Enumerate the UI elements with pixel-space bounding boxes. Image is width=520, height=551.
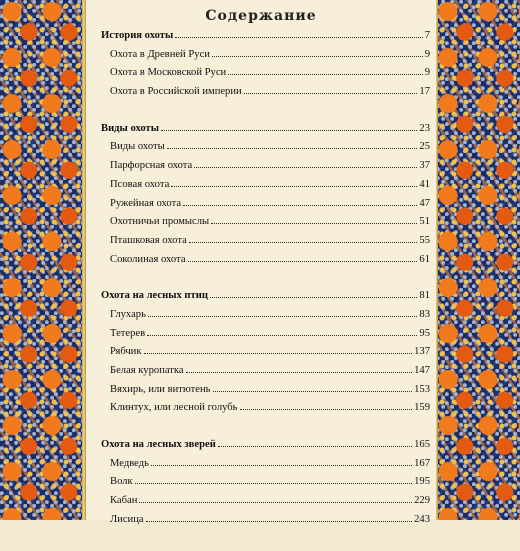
ornamental-border-right — [436, 0, 520, 520]
dot-leader — [211, 223, 417, 224]
entry-title: Волк — [110, 476, 133, 488]
table-of-contents — [101, 30, 430, 551]
entry-title: Охотничьи промыслы — [110, 216, 210, 228]
dot-leader — [244, 93, 418, 94]
toc-entry[interactable] — [101, 402, 430, 421]
toc-entry[interactable] — [101, 514, 430, 533]
toc-entry[interactable] — [101, 67, 430, 86]
page-number: 159 — [414, 402, 430, 414]
toc-entry[interactable] — [101, 365, 430, 384]
ornamental-border-left — [0, 0, 86, 520]
dot-leader — [240, 409, 413, 410]
dot-leader — [148, 316, 418, 317]
entry-title: Охота в Российской империи — [110, 86, 242, 98]
toc-entry[interactable] — [101, 458, 430, 477]
entry-title: Вяхирь, или витютень — [110, 383, 211, 395]
entry-title: Охота на лесных зверей — [101, 439, 216, 451]
page-number: 167 — [414, 457, 430, 469]
toc-entry[interactable] — [101, 495, 430, 514]
section-heading-entry[interactable] — [101, 123, 430, 142]
entry-title: Медведь — [110, 457, 149, 469]
section-heading-entry[interactable] — [101, 439, 430, 458]
entry-title: Охота на лесных птиц — [101, 290, 208, 302]
page-number: 25 — [419, 141, 430, 153]
toc-entry[interactable] — [101, 384, 430, 403]
dot-leader — [161, 130, 417, 131]
toc-section — [101, 30, 430, 105]
toc-entry[interactable] — [101, 49, 430, 68]
page-number: 23 — [419, 122, 430, 134]
entry-title: Рябчик — [110, 346, 142, 358]
toc-entry[interactable] — [101, 235, 430, 254]
page-number: 137 — [414, 346, 430, 358]
toc-section — [101, 123, 430, 273]
dot-leader — [135, 483, 412, 484]
dot-leader — [144, 353, 413, 354]
page-number: 165 — [414, 439, 430, 451]
entry-title: Пташковая охота — [110, 234, 187, 246]
page-number: 7 — [424, 30, 430, 41]
dot-leader — [189, 242, 418, 243]
dot-leader — [151, 465, 412, 466]
entry-title: Ружейная охота — [110, 197, 182, 209]
page-number: 81 — [419, 290, 430, 302]
toc-entry[interactable] — [101, 254, 430, 273]
page-number: 41 — [419, 178, 430, 190]
toc-entry[interactable] — [101, 216, 430, 235]
page-number: 9 — [424, 48, 430, 60]
page-number: 83 — [419, 308, 430, 320]
toc-entry[interactable] — [101, 476, 430, 495]
toc-entry[interactable] — [101, 346, 430, 365]
toc-entry[interactable] — [101, 160, 430, 179]
entry-title: Лисица — [110, 513, 144, 525]
entry-title: Виды охоты — [110, 141, 165, 153]
entry-title: Тетерев — [110, 327, 146, 339]
entry-title: Белая куропатка — [110, 365, 184, 376]
page-number: 195 — [414, 476, 430, 488]
entry-title: Клинтух, или лесной голубь — [110, 402, 238, 414]
toc-entry[interactable] — [101, 86, 430, 105]
page-number: 243 — [414, 513, 430, 525]
dot-leader — [212, 56, 423, 57]
page-number: 17 — [419, 86, 430, 98]
page-number: 61 — [419, 253, 430, 265]
toc-entry[interactable] — [101, 141, 430, 160]
page-number: 55 — [419, 234, 430, 246]
entry-title: Соколиная охота — [110, 253, 186, 265]
dot-leader — [194, 167, 417, 168]
dot-leader — [175, 37, 422, 38]
page-number: 37 — [419, 160, 430, 172]
entry-title: Виды охоты — [101, 122, 160, 134]
toc-entry[interactable] — [101, 328, 430, 347]
entry-title: Глухарь — [110, 308, 146, 320]
toc-section — [101, 290, 430, 421]
section-heading-entry[interactable] — [101, 290, 430, 309]
contents-page — [86, 0, 436, 525]
entry-title: История охоты — [101, 30, 174, 41]
entry-title: Охота в Московской Руси — [110, 67, 227, 79]
entry-title: Охота в Древней Руси — [110, 48, 210, 60]
dot-leader — [167, 148, 418, 149]
section-heading-entry[interactable] — [101, 30, 430, 49]
dot-leader — [218, 446, 412, 447]
dot-leader — [183, 205, 417, 206]
dot-leader — [171, 186, 417, 187]
toc-entry[interactable] — [101, 198, 430, 217]
dot-leader — [139, 502, 412, 503]
entry-title: Кабан — [110, 495, 138, 507]
page-number: 153 — [414, 383, 430, 395]
page-number: 95 — [419, 327, 430, 339]
entry-title: Псовая охота — [110, 178, 170, 190]
toc-entry[interactable] — [101, 179, 430, 198]
entry-title: Парфорсная охота — [110, 160, 193, 172]
dot-leader — [147, 335, 417, 336]
dot-leader — [228, 74, 422, 75]
dot-leader — [186, 372, 413, 373]
dot-leader — [210, 297, 417, 298]
dot-leader — [213, 391, 413, 392]
dot-leader — [146, 521, 413, 522]
page-number: 229 — [414, 495, 430, 507]
page-number: 47 — [419, 197, 430, 209]
page-number: 9 — [424, 67, 430, 79]
page-number: 147 — [414, 365, 430, 376]
page-title: Содержание — [205, 8, 317, 24]
dot-leader — [188, 261, 418, 262]
toc-section — [101, 439, 430, 532]
page-number: 51 — [419, 216, 430, 228]
toc-entry[interactable] — [101, 309, 430, 328]
